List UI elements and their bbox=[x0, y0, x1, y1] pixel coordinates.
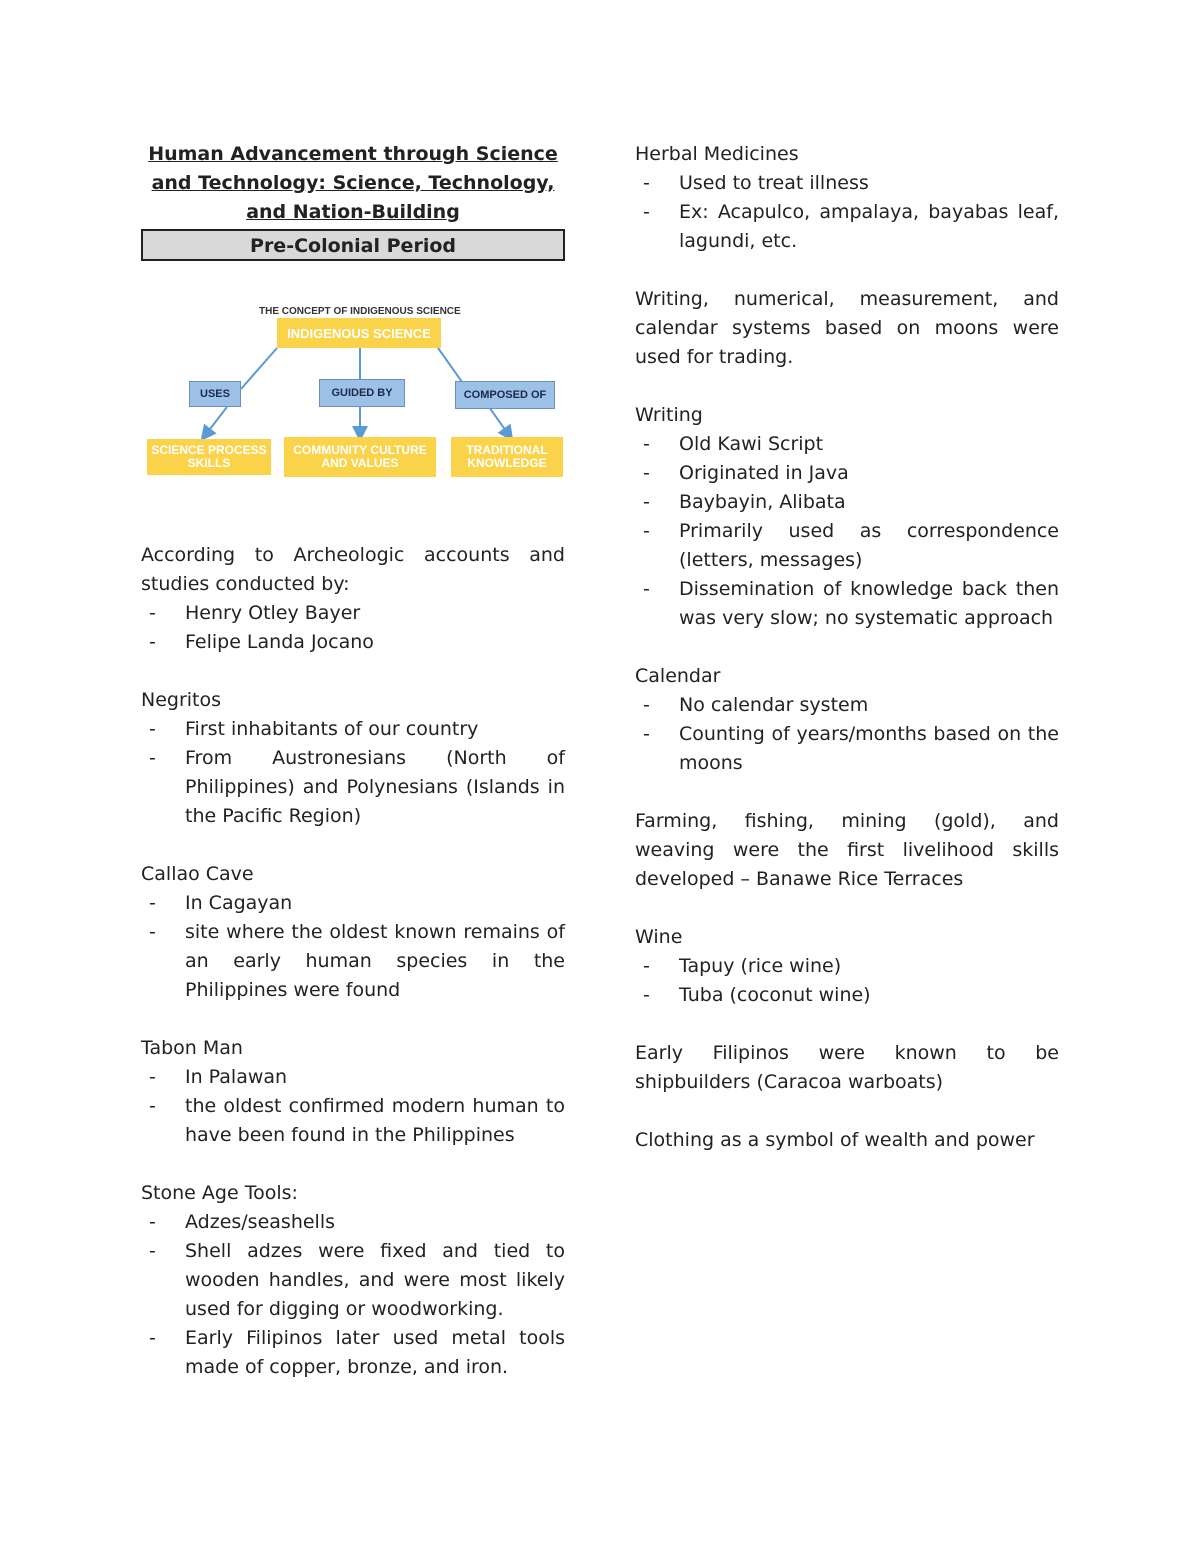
list-item: - In Palawan bbox=[141, 1063, 565, 1092]
section-heading: Callao Cave bbox=[141, 863, 254, 885]
list-item: - Early Filipinos later used metal tools made of copper, bronze, and iron. bbox=[141, 1324, 565, 1382]
list-item: - Counting of years/months based on the moons bbox=[635, 720, 1059, 778]
arrow-uses-leaf bbox=[203, 407, 227, 438]
diagram-leaf-science-process-skills: SCIENCE PROCESS SKILLS bbox=[147, 439, 271, 475]
list-item: - No calendar system bbox=[635, 691, 1059, 720]
list-item: - Old Kawi Script bbox=[635, 430, 1059, 459]
list-item: - Dissemination of knowledge back then was very slow; no systematic approach bbox=[635, 575, 1059, 633]
list-item: - Baybayin, Alibata bbox=[635, 488, 1059, 517]
stone-age-tools-section bbox=[141, 1179, 565, 1382]
writing-section bbox=[635, 401, 1059, 633]
diagram-link-composed-of: COMPOSED OF bbox=[455, 381, 555, 409]
list-item: - Ex: Acapulco, ampalaya, bayabas leaf, lagundi, etc. bbox=[635, 198, 1059, 256]
list-item: - the oldest confirmed modern human to have been found in the Philippines bbox=[141, 1092, 565, 1150]
list-item: - In Cagayan bbox=[141, 889, 565, 918]
section-heading: Stone Age Tools: bbox=[141, 1182, 298, 1204]
document-title: Human Advancement through Science and Technology: Science, Technology, and Nation-Building bbox=[148, 143, 558, 223]
list-item: - Adzes/seashells bbox=[141, 1208, 565, 1237]
section-heading: Herbal Medicines bbox=[635, 143, 799, 165]
list-item: - Shell adzes were fixed and tied to wooden handles, and were most likely used for digging or woodworking. bbox=[141, 1237, 565, 1324]
right-column bbox=[635, 140, 1059, 1155]
diagram-link-guided-by: GUIDED BY bbox=[319, 379, 405, 407]
systems-paragraph: Writing, numerical, measurement, and calendar systems based on moons were used for trading. bbox=[635, 288, 1059, 368]
list-item: - Tapuy (rice wine) bbox=[635, 952, 1059, 981]
intro-text: According to Archeologic accounts and studies conducted by: bbox=[141, 544, 565, 595]
period-banner: Pre-Colonial Period bbox=[141, 229, 565, 261]
diagram-link-uses: USES bbox=[189, 381, 241, 407]
diagram-root: INDIGENOUS SCIENCE bbox=[277, 318, 441, 348]
callao-cave-section bbox=[141, 860, 565, 1005]
list-item: - Originated in Java bbox=[635, 459, 1059, 488]
list-item: - Tuba (coconut wine) bbox=[635, 981, 1059, 1010]
list-item: - Primarily used as correspondence (letters, messages) bbox=[635, 517, 1059, 575]
list-item: - Felipe Landa Jocano bbox=[141, 628, 565, 657]
herbal-medicines-section bbox=[635, 140, 1059, 256]
arrow-root-uses bbox=[241, 348, 277, 389]
list-item: - First inhabitants of our country bbox=[141, 715, 565, 744]
arrow-composed-leaf bbox=[489, 407, 511, 438]
list-item: - Henry Otley Bayer bbox=[141, 599, 565, 628]
livelihood-paragraph: Farming, fishing, mining (gold), and weaving were the first livelihood skills developed – Banawe Rice Terraces bbox=[635, 810, 1059, 890]
intro-section bbox=[141, 541, 565, 657]
section-heading: Negritos bbox=[141, 689, 222, 711]
section-heading: Wine bbox=[635, 926, 683, 948]
indigenous-science-diagram bbox=[141, 285, 565, 541]
tabon-man-section bbox=[141, 1034, 565, 1150]
section-heading: Tabon Man bbox=[141, 1037, 243, 1059]
negritos-section bbox=[141, 686, 565, 831]
section-heading: Writing bbox=[635, 404, 703, 426]
list-item: - Used to treat illness bbox=[635, 169, 1059, 198]
diagram-leaf-traditional-knowledge: TRADITIONAL KNOWLEDGE bbox=[451, 437, 563, 477]
shipbuilders-paragraph: Early Filipinos were known to be shipbuilders (Caracoa warboats) bbox=[635, 1042, 1059, 1093]
clothing-paragraph: Clothing as a symbol of wealth and power bbox=[635, 1129, 1035, 1151]
section-heading: Calendar bbox=[635, 665, 721, 687]
left-column bbox=[141, 140, 565, 1382]
diagram-leaf-community-culture: COMMUNITY CULTURE AND VALUES bbox=[284, 437, 436, 477]
list-item: - site where the oldest known remains of an early human species in the Philippines were found bbox=[141, 918, 565, 1005]
calendar-section bbox=[635, 662, 1059, 778]
list-item: - From Austronesians (North of Philippines) and Polynesians (Islands in the Pacific Region) bbox=[141, 744, 565, 831]
wine-section bbox=[635, 923, 1059, 1010]
diagram-title: THE CONCEPT OF INDIGENOUS SCIENCE bbox=[259, 306, 461, 317]
